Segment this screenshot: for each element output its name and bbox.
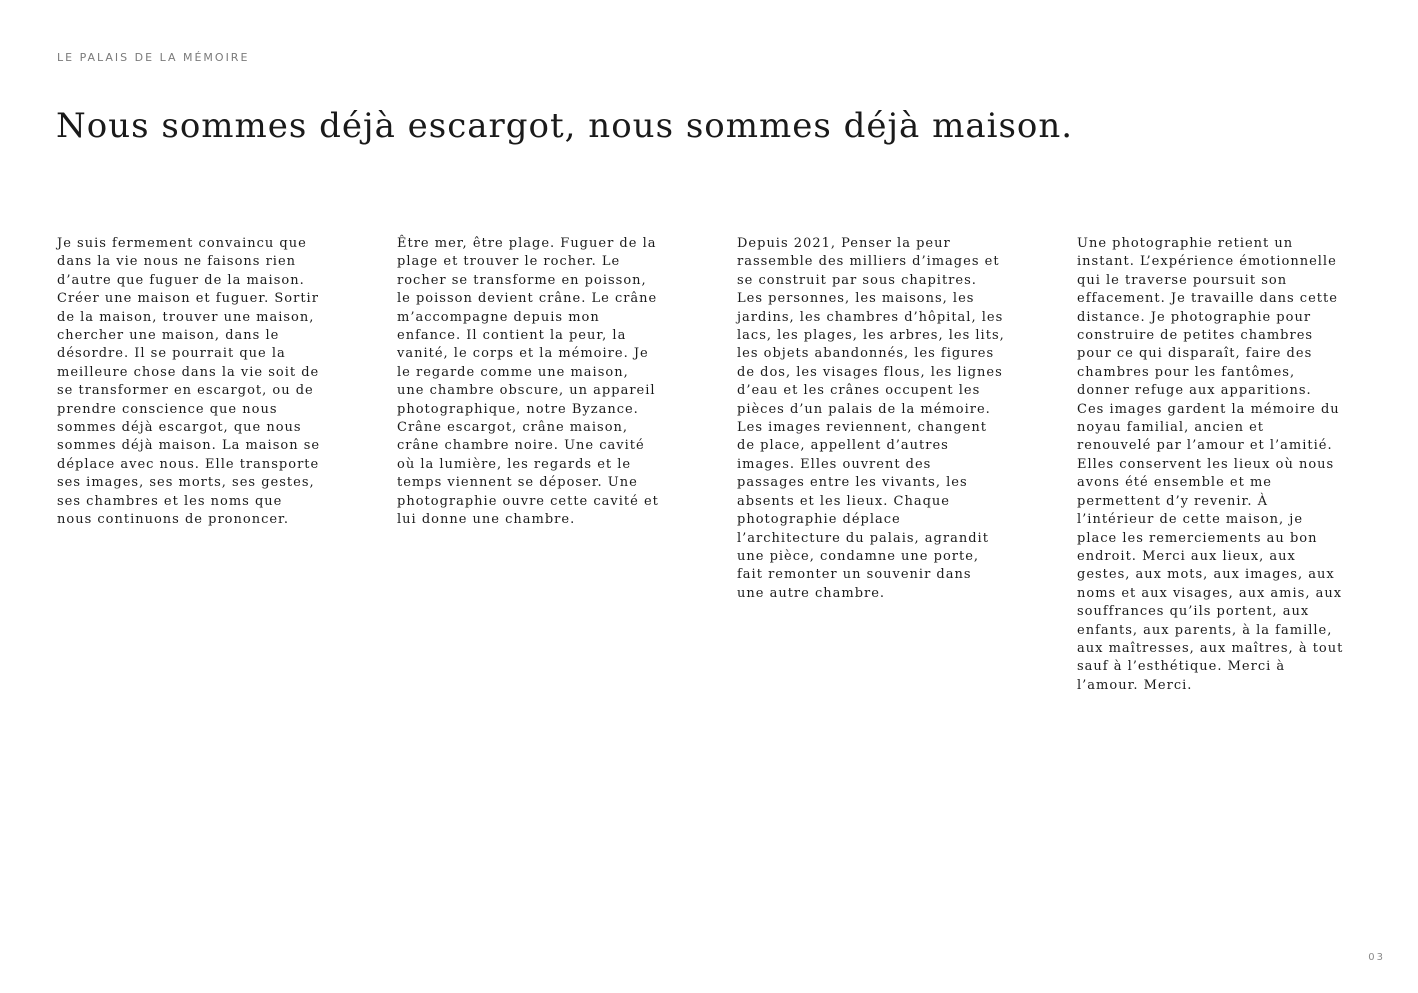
paragraph-line: renouvelé par l’amour et l’amitié. (1077, 438, 1333, 454)
paragraph-line: prendre conscience que nous (57, 401, 278, 417)
paragraph-line: enfance. Il contient la peur, la (397, 328, 627, 344)
page-title: Nous sommes déjà escargot, nous sommes déjà maison. (56, 106, 1074, 146)
paragraph-line: sommes déjà maison. La maison se (57, 438, 321, 454)
paragraph-line: crâne chambre noire. Une cavité (397, 438, 645, 454)
paragraph-line: permettent d’y revenir. À (1077, 493, 1268, 509)
paragraph-line: Les images reviennent, changent (737, 420, 987, 436)
paragraph-line: distance. Je photographie pour (1077, 309, 1312, 325)
paragraph-line: meilleure chose dans la vie soit de (57, 364, 320, 380)
paragraph-line: chambres pour les fantômes, (1077, 364, 1296, 380)
paragraph-line: Être mer, être plage. Fuguer de la (397, 236, 657, 251)
paragraph-line: sauf à l’esthétique. Merci à (1077, 659, 1286, 675)
paragraph-line: lui donne une chambre. (397, 512, 576, 528)
text-column-1 (57, 235, 357, 530)
paragraph-line: pièces d’un palais de la mémoire. (737, 401, 991, 417)
paragraph-line: gestes, aux mots, aux images, aux (1077, 567, 1335, 583)
paragraph-line: donner refuge aux apparitions. (1077, 383, 1312, 399)
paragraph-line: Une photographie retient un (1077, 236, 1294, 251)
paragraph-line: de dos, les visages flous, les lignes (737, 364, 1003, 380)
paragraph-line: jardins, les chambres d’hôpital, les (737, 309, 1004, 325)
paragraph-line: l’architecture du palais, agrandit (737, 530, 989, 546)
paragraph-line: l’intérieur de cette maison, je (1077, 512, 1304, 528)
paragraph-line: photographie déplace (737, 512, 901, 528)
paragraph-line: qui le traverse poursuit son (1077, 272, 1288, 288)
paragraph-line: désordre. Il se pourrait que la (57, 346, 286, 362)
paragraph-line: fait remonter un souvenir dans (737, 567, 972, 583)
page-number: 03 (1368, 952, 1385, 963)
paragraph-line: pour ce qui disparaît, faire des (1077, 346, 1313, 362)
paragraph-line: une chambre obscure, un appareil (397, 383, 656, 399)
paragraph-line: place les remerciements au bon (1077, 530, 1318, 546)
paragraph-line: images. Elles ouvrent des (737, 456, 932, 472)
paragraph-line: noyau familial, ancien et (1077, 420, 1265, 436)
paragraph-line: construire de petites chambres (1077, 328, 1314, 344)
paragraph-line: Crâne escargot, crâne maison, (397, 420, 629, 436)
paragraph-line: de place, appellent d’autres (737, 438, 949, 454)
paragraph-line: passages entre les vivants, les (737, 475, 968, 491)
paragraph-line: rocher se transforme en poisson, (397, 272, 647, 288)
text-column-3 (737, 235, 1037, 603)
paragraph-line: rassemble des milliers d’images et (737, 254, 1000, 270)
paragraph-line: de la maison, trouver une maison, (57, 309, 315, 325)
paragraph-line: nous continuons de prononcer. (57, 512, 289, 528)
paragraph-line: enfants, aux parents, à la famille, (1077, 622, 1333, 638)
paragraph-line: aux maîtresses, aux maîtres, à tout (1077, 640, 1344, 656)
paragraph-line: l’amour. Merci. (1077, 677, 1193, 693)
paragraph-line: lacs, les plages, les arbres, les lits, (737, 328, 1005, 344)
paragraph-line: le poisson devient crâne. Le crâne (397, 291, 658, 307)
paragraph-line: ses images, ses morts, ses gestes, (57, 475, 315, 491)
paragraph-line: une autre chambre. (737, 585, 886, 601)
paragraph-line: plage et trouver le rocher. Le (397, 254, 621, 270)
text-column-4 (1077, 235, 1377, 695)
paragraph-line: se transformer en escargot, ou de (57, 383, 314, 399)
paragraph-line: Ces images gardent la mémoire du (1077, 401, 1340, 417)
paragraph-line: dans la vie nous ne faisons rien (57, 254, 297, 270)
paragraph-line: instant. L’expérience émotionnelle (1077, 254, 1337, 270)
paragraph-line: d’eau et les crânes occupent les (737, 383, 981, 399)
paragraph-line: absents et les lieux. Chaque (737, 493, 950, 509)
paragraph-line: les objets abandonnés, les figures (737, 346, 995, 362)
paragraph-line: déplace avec nous. Elle transporte (57, 456, 320, 472)
paragraph-line: d’autre que fuguer de la maison. (57, 272, 305, 288)
paragraph-line: Créer une maison et fuguer. Sortir (57, 291, 319, 307)
paragraph-line: sommes déjà escargot, que nous (57, 420, 302, 436)
paragraph-line: se construit par sous chapitres. (737, 272, 977, 288)
paragraph-line: chercher une maison, dans le (57, 328, 280, 344)
paragraph-line: Je suis fermement convaincu que (57, 236, 307, 251)
paragraph-line: noms et aux visages, aux amis, aux (1077, 585, 1343, 601)
paragraph-line: où la lumière, les regards et le (397, 456, 632, 472)
paragraph-line: avons été ensemble et me (1077, 475, 1272, 491)
paragraph-line: Elles conservent les lieux où nous (1077, 456, 1335, 472)
paragraph-line: photographique, notre Byzance. (397, 401, 639, 417)
paragraph-line: effacement. Je travaille dans cette (1077, 291, 1338, 307)
paragraph-line: Depuis 2021, Penser la peur (737, 236, 951, 251)
text-column-2 (397, 235, 697, 530)
paragraph-line: ses chambres et les noms que (57, 493, 283, 509)
paragraph-line: photographie ouvre cette cavité et (397, 493, 659, 509)
paragraph-line: Les personnes, les maisons, les (737, 291, 975, 307)
paragraph-line: temps viennent se déposer. Une (397, 475, 638, 491)
paragraph-line: une pièce, condamne une porte, (737, 548, 980, 564)
paragraph-line: endroit. Merci aux lieux, aux (1077, 548, 1296, 564)
paragraph-line: m’accompagne depuis mon (397, 309, 600, 325)
paragraph-line: vanité, le corps et la mémoire. Je (397, 346, 649, 362)
section-eyebrow: LE PALAIS DE LA MÉMOIRE (57, 51, 250, 64)
paragraph-line: le regarde comme une maison, (397, 364, 629, 380)
paragraph-line: souffrances qu’ils portent, aux (1077, 604, 1310, 620)
